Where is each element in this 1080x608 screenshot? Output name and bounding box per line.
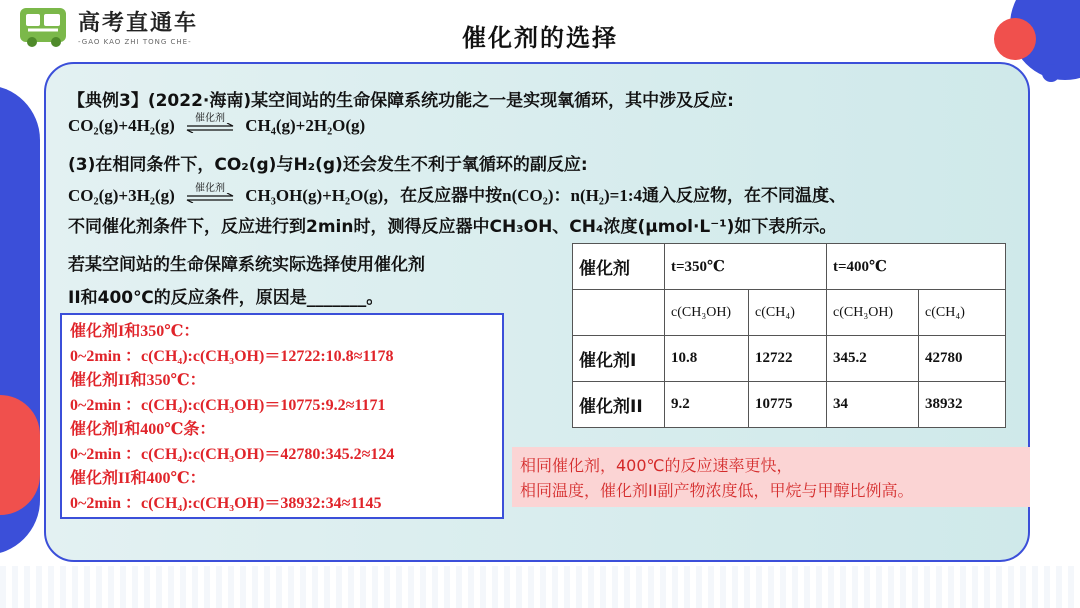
- answer-line: 催化剂II和350℃：: [70, 372, 206, 389]
- equation-side: [68, 181, 846, 207]
- table-subheader: c(CH₄): [749, 290, 827, 336]
- table-cell: 42780: [919, 336, 1006, 382]
- answer-line: 0~2min ：c(CH₄):c(CH₃OH)＝42780:345.2≈124: [70, 445, 395, 463]
- table-corner: 催化剂: [573, 244, 665, 290]
- experiment-description: 不同催化剂条件下，反应进行到2min时，测得反应器中CH₃OH、CH₄浓度(μmol·L⁻¹)如下表所示。: [68, 217, 837, 237]
- table-cell: 38932: [919, 382, 1006, 428]
- data-table: [572, 243, 1006, 428]
- side-reaction-intro: (3)在相同条件下，CO₂(g)与H₂(g)还会发生不利于氧循环的副反应:: [68, 155, 588, 175]
- reversible-arrow-icon: [185, 183, 235, 207]
- answer-line: 催化剂I和350℃：: [70, 323, 200, 340]
- table-subheader: c(CH₃OH): [827, 290, 919, 336]
- equation-main-right: CH₄(g)+2H₂O(g): [245, 116, 366, 135]
- equation-main: [68, 113, 366, 137]
- equation-main-left: CO₂(g)+4H₂(g): [68, 116, 175, 135]
- table-cell: 10.8: [665, 336, 749, 382]
- table-cell: 9.2: [665, 382, 749, 428]
- answer-line: 催化剂II和400℃：: [70, 470, 206, 487]
- table-subheader-row: [573, 290, 1006, 336]
- slide-title: 催化剂的选择: [462, 24, 618, 52]
- question-line-2: II和400℃的反应条件，原因是_______。: [68, 288, 384, 308]
- table-cell: 12722: [749, 336, 827, 382]
- answer-line: 0~2min ：c(CH₄):c(CH₃OH)＝12722:10.8≈1178: [70, 347, 394, 365]
- table-cell: 34: [827, 382, 919, 428]
- answer-box: [60, 313, 504, 519]
- table-subheader: c(CH₄): [919, 290, 1006, 336]
- table-empty-cell: [573, 290, 665, 336]
- table-header-row: [573, 244, 1006, 290]
- catalyst-label: 催化剂: [195, 183, 225, 195]
- equation-side-left: CO₂(g)+3H₂(g): [68, 186, 175, 205]
- table-temp-header: t=400℃: [827, 244, 1006, 290]
- table-row: [573, 336, 1006, 382]
- conclusion-line: 相同温度，催化剂II副产物浓度低，甲烷与甲醇比例高。: [520, 481, 914, 500]
- answer-line: 0~2min ：c(CH₄):c(CH₃OH)＝38932:34≈1145: [70, 494, 382, 512]
- conclusion-box: [512, 447, 1030, 507]
- table-row-label: 催化剂I: [573, 336, 665, 382]
- question-line-1: 若某空间站的生命保障系统实际选择使用催化剂: [68, 255, 425, 275]
- table-subheader: c(CH₃OH): [665, 290, 749, 336]
- decor-blue-dot: [1042, 64, 1060, 82]
- table-row-label: 催化剂II: [573, 382, 665, 428]
- answer-line: 0~2min ：c(CH₄):c(CH₃OH)＝10775:9.2≈1171: [70, 396, 386, 414]
- reversible-arrow-icon: [185, 113, 235, 137]
- logo-title: 高考直通车: [78, 11, 199, 36]
- footer-band: [0, 566, 1080, 608]
- table-temp-header: t=350℃: [665, 244, 827, 290]
- problem-intro: 【典例3】(2022·海南)某空间站的生命保障系统功能之一是实现氧循环，其中涉及反应:: [68, 91, 734, 111]
- equation-side-right: CH₃OH(g)+H₂O(g)，在反应器中按n(CO₂)：n(H₂)=1:4通入反应物，在不同温度、: [245, 186, 846, 205]
- table-row: [573, 382, 1006, 428]
- catalyst-label: 催化剂: [195, 113, 225, 125]
- conclusion-line: 相同催化剂，400℃的反应速率更快，: [520, 456, 793, 475]
- logo-subtitle: -GAO KAO ZHI TONG CHE-: [78, 38, 192, 46]
- answer-line: 催化剂I和400℃条：: [70, 421, 216, 438]
- table-cell: 10775: [749, 382, 827, 428]
- table-cell: 345.2: [827, 336, 919, 382]
